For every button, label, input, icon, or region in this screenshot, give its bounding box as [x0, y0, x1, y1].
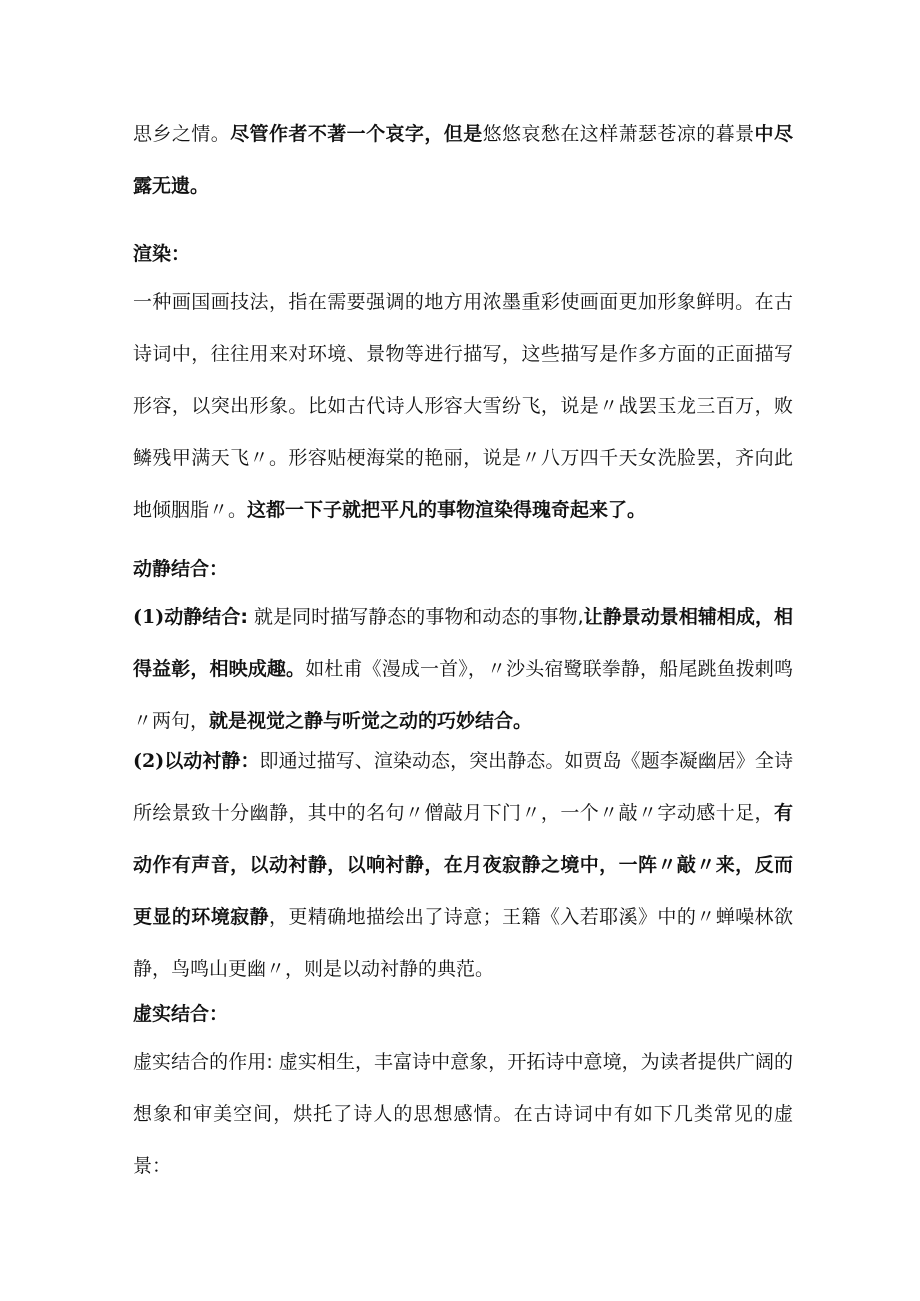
dongjing-p1-text-1: 就是同时描写静态的事物和动态的事物,	[247, 606, 584, 628]
intro-text-3: 悠悠哀愁在这样萧瑟苍凉的暮景	[482, 123, 755, 145]
dongjing-p2-text-3: ，更精确地描绘出了诗意；王籍《入若耶溪》中的〃蝉噪林欲静，鸟鸣山更幽〃，则是以动衬静的典范。	[133, 906, 793, 980]
xuanran-text-2: 这都一下子就把平凡的事物渲染得瑰奇起来了。	[247, 499, 647, 521]
intro-paragraph	[133, 108, 793, 212]
dongjing-p2-text-1: 即通过描写、渲染动态，突出静态。如贾岛《题李凝幽居》全诗所绘景致十分幽静，其中的名句〃僧敲月下门〃，一个〃敲〃字动感十足，	[133, 750, 793, 824]
xuanran-paragraph	[133, 276, 793, 536]
dongjing-p2-label: 以动衬静：	[164, 750, 260, 772]
dongjing-p1-number: (1)	[133, 606, 165, 628]
intro-text-4: 中尽露无遗。	[133, 123, 793, 197]
dongjing-p1-text-3: 如杜甫《漫成一首》，〃沙头宿鹭联拳静，船尾跳鱼拨剌鸣〃两句，	[133, 658, 793, 732]
intro-text-1: 思乡之情。	[133, 123, 231, 145]
intro-text-2: 尽管作者不著一个哀字，但是	[230, 123, 483, 145]
xuanran-heading: 渲染：	[133, 243, 191, 265]
dongjing-p1-label: 动静结合:	[164, 606, 248, 628]
dongjing-heading: 动静结合：	[133, 558, 229, 580]
xushi-heading: 虚实结合：	[133, 1003, 229, 1025]
dongjing-p1-text-2: 让静景动景相辅相成，相得益彰，相映成趣。	[133, 606, 793, 680]
dongjing-paragraph-1	[133, 591, 793, 747]
xuanran-text-1: 一种画国画技法，指在需要强调的地方用浓墨重彩使画面更加形象鲜明。在古诗词中，往往用来对环境、景物等进行描写，这些描写是作多方面的正面描写形容，以突出形象。比如古代诗人形容大雪纷飞，说是〃战罢玉龙三百万，败鳞残甲满天飞〃。形容贴梗海棠的艳丽，说是〃八万四千天女洗脸罢，齐向此地倾胭脂〃。	[133, 291, 793, 521]
dongjing-p2-number: (2)	[133, 750, 165, 772]
dongjing-paragraph-2	[133, 735, 793, 995]
dongjing-p2-text-2: 有动作有声音，以动衬静，以响衬静，在月夜寂静之境中，一阵〃敲〃来，反而更显的环境寂静	[133, 802, 793, 928]
xushi-text-1: 虚实结合的作用: 虚实相生，丰富诗中意象，开拓诗中意境，为读者提供广阔的想象和审美空间，烘托了诗人的思想感情。在古诗词中有如下几类常见的虚景：	[133, 1051, 793, 1177]
xushi-paragraph	[133, 1036, 793, 1192]
dongjing-p1-text-4: 就是视觉之静与听觉之动的巧妙结合。	[209, 710, 533, 732]
